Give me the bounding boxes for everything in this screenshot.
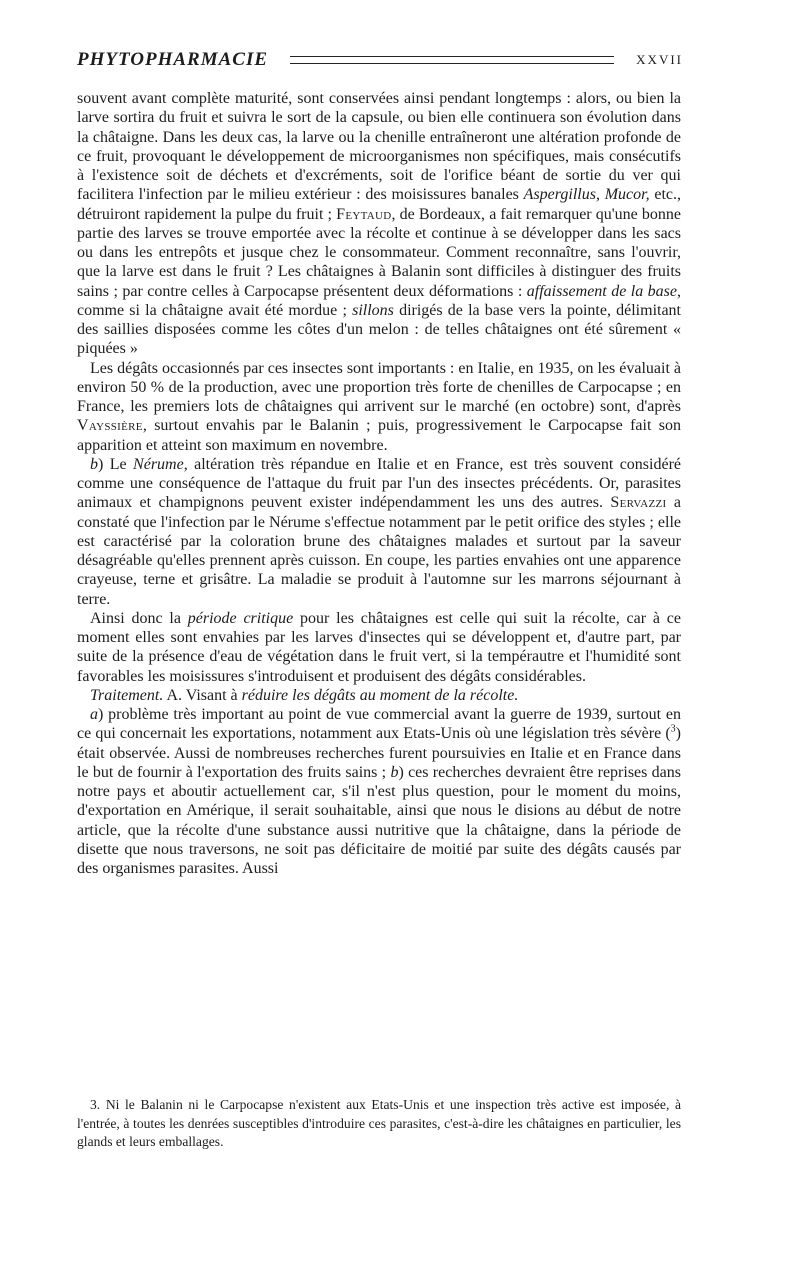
text-run: , de Bordeaux, a fait remarquer qu'une bonne partie des larves se trouve emportée avec la récolte et continue à se développer dans les sacs ou dans les entrepôts et jusque chez le consommateur. Comment reconnaître, sans l'ouvrir, que la larve est dans le fruit ? Les châtaignes à Balanin sont difficiles à distinguer des fruits sains ; par contre celles à Carpocapse présentent deux déformations :	[77, 205, 681, 300]
running-title: PHYTOPHARMACIE	[77, 49, 269, 70]
italic-term: sillons	[352, 301, 394, 319]
item-label: a	[90, 706, 98, 723]
text-run: etc., détruiront rapidement la pulpe du fruit ;	[77, 186, 682, 223]
italic-term: réduire les dégâts au moment de la récolte.	[241, 686, 519, 704]
paragraph-treatment-heading	[77, 686, 681, 705]
italic-genera: Aspergillus, Mucor,	[523, 186, 650, 204]
paragraph-nerume	[77, 455, 681, 609]
footnote-marker: 3	[670, 723, 676, 735]
body-text	[77, 89, 681, 878]
text-run: ) était observée. Aussi de nombreuses recherches furent poursuivies en Italie et en France dans le but de fournir à l'exportation des fruits sains ;	[77, 725, 681, 781]
text-run: pour les châtaignes est celle qui suit la récolte, car à ce moment elles sont envahies par les larves d'insectes qui se développent et, d'autre part, par suite de la présence d'eau de végétation dans le fruit vert, si la tempérautre et l'humidité sont favorables les moisissures s'introduisent et produisent des dégâts considérables.	[77, 609, 682, 685]
page-number: XXVII	[636, 52, 683, 67]
text-run: a constaté que l'infection par le Nérume s'effectue notamment par le petit orifice des styles ; elle est caractérisé par la coloration brune des châtaignes malades et surtout par la saveur désagréable qu'elles prennent après cuisson. En coupe, les parties envahies ont une apparence crayeuse, terne et grisâtre. La maladie se produit à l'automne sur les marrons séjournant à terre.	[77, 494, 681, 608]
item-label: b	[390, 763, 399, 781]
text-run: ) problème très important au point de vue commercial avant la guerre de 1939, surtout en ce qui concernait les exportations, notamment aux Etats-Unis où une législation très sévère (	[77, 706, 681, 743]
italic-term: période critique	[187, 609, 294, 627]
text-run: souvent avant complète maturité, sont conservées ainsi pendant longtemps : alors, ou bien la larve sortira du fruit et suivra le sort de la capsule, ou bien elle continuera son évolution dans la châtaigne. Dans les deux cas, la larve ou la chenille entraîneront une altération profonde de ce fruit, provoquant le développement de microorganismes non spécifiques, mais consécutifs à l'existence soit de déchets et d'excréments, soit de l'orifice béant de sortie du ver qui facilitera l'infection par le milieu extérieur : des moisissures banales	[77, 90, 681, 204]
italic-term: Nérume	[133, 455, 184, 473]
footnote-text: 3. Ni le Balanin ni le Carpocapse n'existent aux Etats-Unis et une inspection très active est imposée, à l'entrée, à toutes les denrées susceptibles d'introduire ces parasites, c'est-à-dire les châtaignes en particulier, les glands et leurs emballages.	[77, 1097, 681, 1149]
header-rule	[290, 56, 614, 64]
text-run: dirigés de la base vers la pointe, délimitant des saillies disposées comme les côtes d'un melon : de telles châtaignes ont été sûrement « piquées »	[77, 301, 681, 358]
text-run: , altération très répandue en Italie et en France, est très souvent considéré comme une conséquence de l'attaque du fruit par l'un des insectes précédents. Or, parasites animaux et champignons peuvent exister indépendamment les uns des autres.	[77, 455, 682, 512]
text-run: Les dégâts occasionnés par ces insectes sont importants : en Italie, en 1935, on les évaluait à environ 50 % de la production, avec une proportion très forte de chenilles de Carpocapse ; en France, les premiers lots de châtaignes qui arrivent sur le marché (en octobre) sont, d'après	[77, 359, 681, 415]
paragraph-larvae	[77, 89, 681, 359]
paragraph-critical-period	[77, 609, 681, 686]
paragraph-damage	[77, 359, 681, 455]
text-run: A. Visant à	[163, 686, 242, 704]
text-run: , surtout envahis par le Balanin ; puis, progressivement le Carpocapse fait son apparition et atteint son maximum en novembre.	[77, 417, 681, 454]
text-run: , comme si la châtaigne avait été mordue ;	[77, 282, 681, 319]
text-run: Ainsi donc la	[90, 609, 188, 627]
author-name: Feytaud	[336, 205, 392, 223]
footnote	[77, 1096, 681, 1152]
running-header	[77, 46, 683, 74]
author-name: Servazzi	[610, 494, 667, 512]
text-run: ) Le	[98, 455, 134, 473]
author-name: Vayssière	[77, 417, 143, 435]
italic-term: affaissement de la base	[526, 282, 677, 300]
item-label: b	[90, 455, 98, 473]
text-run: ) ces recherches devraient être reprises dans notre pays et aboutir actuellement car, s'il n'est plus question, pour le moment du moins, d'exportation en Amérique, il serait souhaitable, ainsi que nous le disions au début de notre article, que la récolte d'une substance aussi nutritive que la châtaigne, dans la période de disette que nous traversons, ne soit pas déficitaire de moitié par suite des dégâts causés par des organismes parasites. Aussi	[77, 763, 682, 877]
section-heading: Traitement.	[90, 686, 164, 704]
paragraph-treatment	[77, 705, 681, 878]
